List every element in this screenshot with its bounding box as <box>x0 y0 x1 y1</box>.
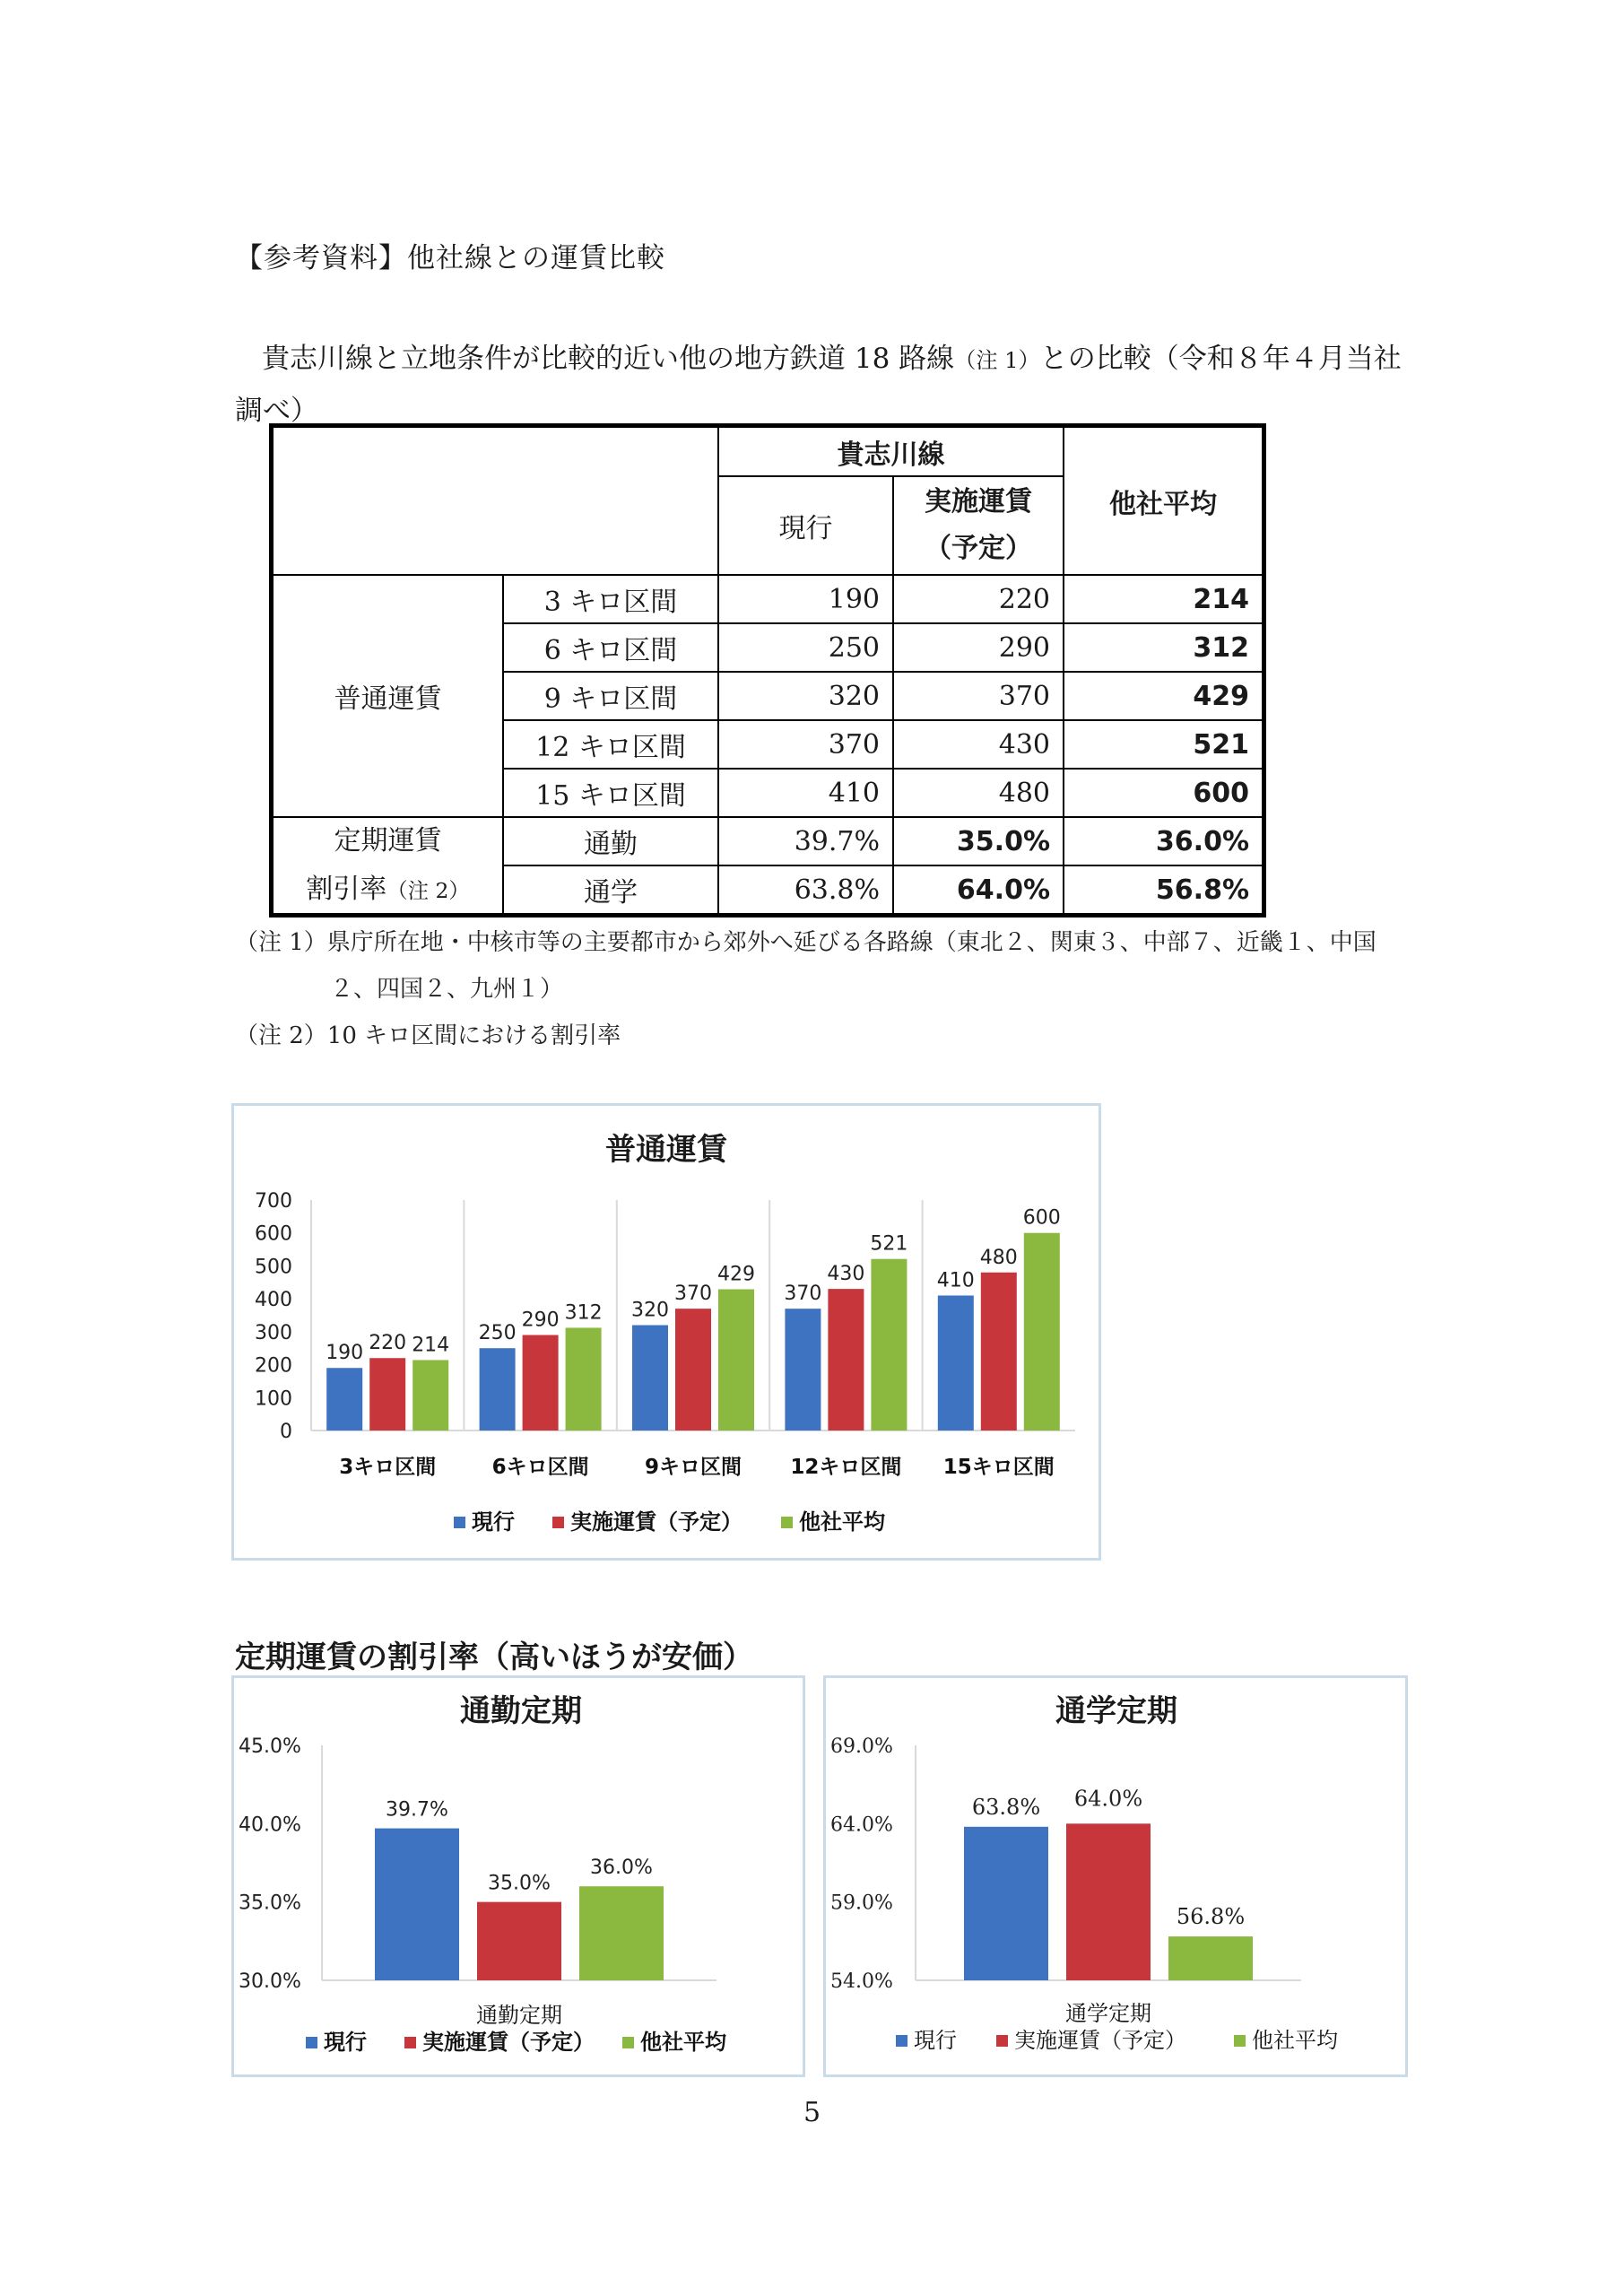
fare-section-cell: 9 キロ区間 <box>543 683 678 715</box>
fare-current-cell: 250 <box>828 631 880 664</box>
ordinary-fare-chart <box>231 1103 1101 1561</box>
x-category-label: 9キロ区間 <box>644 1456 743 1479</box>
fare-planned-cell: 370 <box>998 680 1050 712</box>
legend-label: 現行 <box>914 2028 957 2053</box>
legend-swatch <box>552 1517 564 1528</box>
fare-section-cell: 6 キロ区間 <box>543 635 678 666</box>
data-label: 63.8% <box>971 1794 1041 1820</box>
x-category-label: 15キロ区間 <box>942 1456 1055 1479</box>
legend-label: 現行 <box>472 1509 515 1535</box>
fare-planned-cell: 220 <box>998 583 1050 615</box>
student-pass-chart-svg <box>826 1678 1405 2074</box>
bar-planned <box>828 1289 864 1431</box>
bar-others <box>1024 1233 1060 1431</box>
y-tick-label: 40.0% <box>239 1813 301 1837</box>
bar-others <box>566 1327 602 1431</box>
pass-others-cell: 56.8% <box>1155 874 1249 906</box>
y-tick-label: 100 <box>255 1387 292 1411</box>
fare-comparison-table <box>269 423 1266 918</box>
bar-planned <box>369 1358 405 1431</box>
chart-title: 通勤定期 <box>460 1693 582 1729</box>
y-tick-label: 600 <box>255 1222 292 1246</box>
bar-others <box>579 1886 664 1980</box>
page-number: 5 <box>803 2097 821 2128</box>
legend-label: 現行 <box>324 2030 367 2055</box>
fare-others-cell: 521 <box>1193 728 1249 761</box>
data-label: 312 <box>564 1301 603 1325</box>
pass-planned-cell: 64.0% <box>956 874 1050 906</box>
legend-swatch <box>896 2035 908 2047</box>
x-category-label: 12キロ区間 <box>790 1456 902 1479</box>
x-category-label: 6キロ区間 <box>491 1456 589 1479</box>
pass-discount-label <box>274 818 502 913</box>
header-current: 現行 <box>778 513 833 544</box>
y-tick-label: 59.0% <box>830 1892 893 1915</box>
fare-planned-cell: 480 <box>998 777 1050 809</box>
y-tick-label: 35.0% <box>239 1892 301 1915</box>
pass-type-cell: 通学 <box>584 877 638 909</box>
legend-swatch <box>781 1517 793 1528</box>
y-tick-label: 300 <box>255 1321 292 1344</box>
data-label: 35.0% <box>488 1872 551 1895</box>
fare-section-cell: 15 キロ区間 <box>535 780 686 812</box>
y-tick-label: 45.0% <box>239 1735 301 1758</box>
x-category-label: 通学定期 <box>1065 2001 1151 2026</box>
fare-section-cell: 12 キロ区間 <box>535 732 686 763</box>
bar-current <box>632 1326 668 1431</box>
fare-current-cell: 320 <box>828 680 880 712</box>
bar-planned <box>523 1335 559 1431</box>
pass-label-line2 <box>306 865 470 915</box>
bar-others <box>718 1289 754 1431</box>
y-tick-label: 700 <box>255 1190 292 1213</box>
data-label: 39.7% <box>386 1798 448 1822</box>
data-label: 429 <box>717 1263 755 1286</box>
legend-swatch <box>996 2035 1008 2047</box>
y-tick-label: 69.0% <box>830 1735 893 1758</box>
legend-swatch <box>306 2037 317 2048</box>
header-kishigawa-line: 貴志川線 <box>837 439 945 471</box>
y-tick-label: 30.0% <box>239 1970 301 1993</box>
intro-paragraph <box>235 334 1428 436</box>
pass-label-text: 割引率 <box>306 873 387 905</box>
fare-section-cell: 3 キロ区間 <box>543 587 678 618</box>
ordinary-fare-chart-svg <box>234 1106 1099 1558</box>
intro-text-1: 貴志川線と立地条件が比較的近い他の地方鉄道 18 路線 <box>262 343 955 375</box>
legend-swatch <box>622 2037 634 2048</box>
data-label: 56.8% <box>1176 1904 1246 1930</box>
fare-planned-cell: 290 <box>998 631 1050 664</box>
bar-current <box>480 1348 516 1431</box>
fare-others-cell: 600 <box>1193 777 1249 809</box>
data-label: 290 <box>521 1309 560 1332</box>
y-tick-label: 54.0% <box>830 1970 893 1993</box>
legend-label: 他社平均 <box>640 2030 726 2055</box>
data-label: 36.0% <box>590 1857 653 1880</box>
data-label: 214 <box>412 1334 450 1357</box>
legend-label: 実施運賃（予定） <box>422 2030 595 2055</box>
bar-current <box>785 1309 821 1431</box>
x-category-label: 3キロ区間 <box>339 1456 437 1479</box>
legend-swatch <box>404 2037 416 2048</box>
bar-current <box>938 1295 974 1431</box>
note-2: （注 2）10 キロ区間における割引率 <box>235 1022 621 1049</box>
legend-swatch <box>1234 2035 1246 2047</box>
bar-planned <box>981 1273 1017 1431</box>
fare-others-cell: 429 <box>1193 680 1249 712</box>
bar-planned <box>675 1309 711 1431</box>
commuter-pass-chart-svg <box>234 1678 803 2074</box>
page-heading: 【参考資料】他社線との運賃比較 <box>235 242 665 274</box>
fare-current-cell: 410 <box>828 777 880 809</box>
legend-label: 他社平均 <box>799 1509 885 1535</box>
chart-title: 通学定期 <box>1055 1693 1177 1729</box>
bar-planned <box>1066 1823 1151 1980</box>
data-label: 370 <box>674 1283 712 1306</box>
fare-current-cell: 370 <box>828 728 880 761</box>
data-label: 480 <box>979 1246 1018 1269</box>
pass-type-cell: 通勤 <box>584 829 638 860</box>
pass-current-cell: 63.8% <box>794 874 880 906</box>
legend-label: 実施運賃（予定） <box>1014 2028 1186 2053</box>
fare-planned-cell: 430 <box>998 728 1050 761</box>
note-1-line-1: （注 1）県庁所在地・中核市等の主要都市から郊外へ延びる各路線（東北２、関東３、中部７、近畿１、中国 <box>235 929 1376 956</box>
legend-label: 実施運賃（予定） <box>570 1509 743 1535</box>
bar-others <box>413 1360 448 1431</box>
pass-others-cell: 36.0% <box>1155 825 1249 857</box>
data-label: 410 <box>936 1269 975 1292</box>
pass-label-note: （注 2） <box>386 877 470 903</box>
chart-title: 普通運賃 <box>605 1132 727 1168</box>
legend-label: 他社平均 <box>1252 2028 1338 2053</box>
note-1-line-2: ２、四国２、九州１） <box>330 976 564 1003</box>
legend-swatch <box>454 1517 465 1528</box>
data-label: 220 <box>369 1332 407 1355</box>
intro-text-2: との比較（令和８年４月当社調べ） <box>235 343 1402 427</box>
header-planned-line2: （予定） <box>925 533 1032 564</box>
data-label: 250 <box>478 1322 517 1345</box>
student-pass-chart <box>823 1675 1408 2077</box>
y-tick-label: 400 <box>255 1289 292 1312</box>
pass-current-cell: 39.7% <box>794 825 880 857</box>
y-tick-label: 0 <box>280 1421 292 1443</box>
bar-others <box>871 1259 907 1431</box>
header-others-average: 他社平均 <box>1109 488 1217 520</box>
bar-current <box>375 1829 459 1980</box>
header-planned-line1: 実施運賃 <box>925 486 1032 517</box>
x-category-label: 通勤定期 <box>476 2003 562 2028</box>
y-tick-label: 64.0% <box>830 1813 893 1837</box>
bar-current <box>964 1827 1048 1980</box>
data-label: 600 <box>1022 1206 1061 1230</box>
section-title: 定期運賃の割引率（高いほうが安価） <box>235 1639 753 1675</box>
fare-label: 普通運賃 <box>334 683 442 715</box>
fare-current-cell: 190 <box>828 583 880 615</box>
header-planned <box>894 477 1063 574</box>
commuter-pass-chart <box>231 1675 805 2077</box>
data-label: 430 <box>827 1263 865 1286</box>
bar-others <box>1168 1936 1253 1980</box>
data-label: 320 <box>631 1299 669 1322</box>
fare-others-cell: 214 <box>1193 583 1249 615</box>
intro-note-ref: （注 1） <box>954 348 1040 373</box>
bar-planned <box>477 1902 561 1980</box>
data-label: 190 <box>326 1342 364 1365</box>
y-tick-label: 500 <box>255 1256 292 1279</box>
data-label: 64.0% <box>1073 1786 1143 1812</box>
data-label: 370 <box>784 1283 822 1306</box>
y-tick-label: 200 <box>255 1354 292 1378</box>
bar-current <box>326 1368 362 1431</box>
pass-label-line1: 定期運賃 <box>334 824 442 857</box>
data-label: 521 <box>870 1232 908 1256</box>
pass-planned-cell: 35.0% <box>956 825 1050 857</box>
fare-others-cell: 312 <box>1193 631 1249 664</box>
